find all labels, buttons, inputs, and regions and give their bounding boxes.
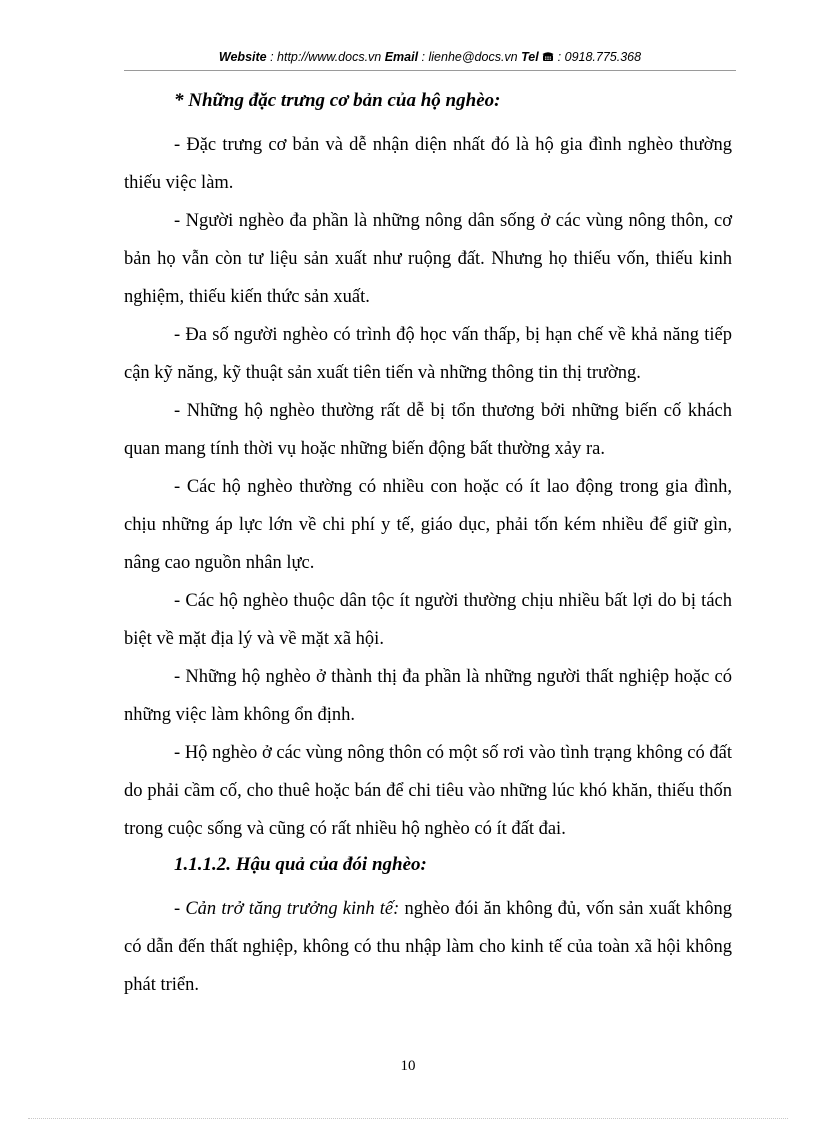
paragraph: - Những hộ nghèo ở thành thị đa phần là những người thất nghiệp hoặc có những việc làm không ổn định.	[124, 667, 732, 725]
consequence-paragraph	[124, 890, 732, 1004]
email-label: Email	[384, 50, 419, 64]
paragraph: - Hộ nghèo ở các vùng nông thôn có một số rơi vào tình trạng không có đất do phải cầm cố, cho thuê hoặc bán để chi tiêu vào những lúc khó khăn, thiếu thốn trong cuộc sống và cũng có rất nhiều hộ nghèo có ít đất đai.	[124, 743, 732, 839]
page-bottom-border	[28, 1118, 788, 1119]
website-label: Website	[218, 50, 267, 64]
paragraph: - Người nghèo đa phần là những nông dân sống ở các vùng nông thôn, cơ bản họ vẫn còn tư liệu sản xuất như ruộng đất. Nhưng họ thiếu vốn, thiếu kinh nghiệm, thiếu kiến thức sản xuất.	[124, 211, 732, 307]
paragraph: - Đa số người nghèo có trình độ học vấn thấp, bị hạn chế về khả năng tiếp cận kỹ năng, kỹ thuật sản xuất tiên tiến và những thông tin thị trường.	[124, 325, 732, 383]
tel-value: : 0918.775.368	[554, 50, 642, 64]
section-heading-consequences: 1.1.1.2. Hậu quả của đói nghèo:	[174, 854, 427, 875]
header-divider	[124, 70, 736, 71]
paragraph: - Các hộ nghèo thường có nhiều con hoặc có ít lao động trong gia đình, chịu những áp lực lớn về chi phí y tế, giáo dục, phải tốn kém nhiều để giữ gìn, nâng cao nguồn nhân lực.	[124, 477, 732, 573]
page-number: 10	[400, 1058, 416, 1074]
page-header	[124, 50, 736, 70]
paragraph: - Các hộ nghèo thuộc dân tộc ít người thường chịu nhiều bất lợi do bị tách biệt về mặt địa lý và về mặt xã hội.	[124, 591, 732, 649]
document-body	[124, 88, 732, 1004]
email-value: : lienhe@docs.vn	[418, 50, 522, 64]
tel-label: Tel	[521, 50, 539, 64]
paragraph: - Những hộ nghèo thường rất dễ bị tổn thương bởi những biến cố khách quan mang tính thời vụ hoặc những biến động bất thường xảy ra.	[124, 401, 732, 459]
phone-icon	[542, 51, 554, 62]
website-value: : http://www.docs.vn	[266, 50, 385, 64]
consequence-text: nghèo đói ăn không đủ, vốn sản xuất không có dẫn đến thất nghiệp, không có thu nhập làm cho kinh tế của toàn xã hội không phát triển.	[124, 899, 732, 995]
paragraph: - Đặc trưng cơ bản và dễ nhận diện nhất đó là hộ gia đình nghèo thường thiếu việc làm.	[124, 135, 732, 193]
consequence-lead: - Cản trở tăng trưởng kinh tế:	[174, 899, 400, 919]
heading-poor-household-characteristics: * Những đặc trưng cơ bản của hộ nghèo:	[174, 90, 501, 111]
